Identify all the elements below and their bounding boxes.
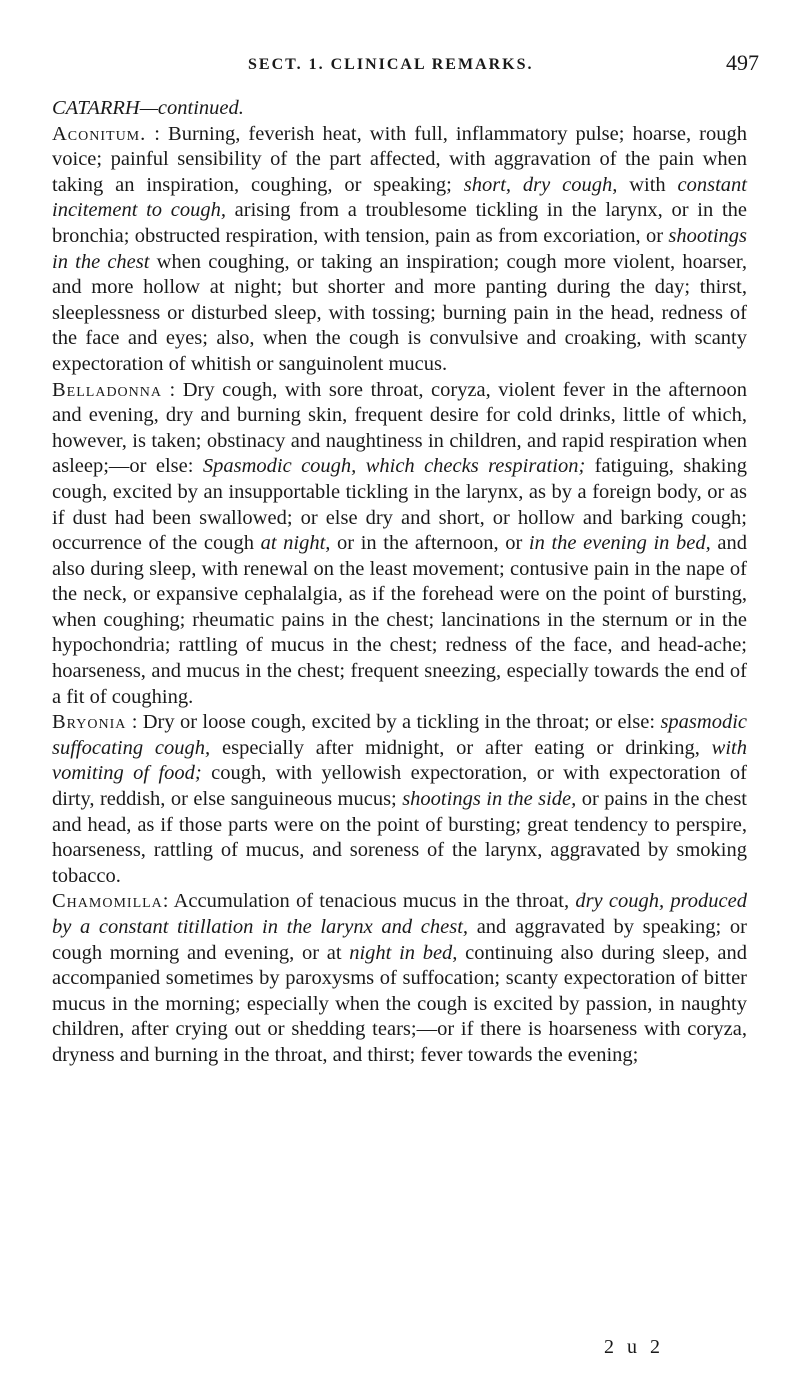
running-head: SECT. 1. CLINICAL REMARKS. — [248, 56, 534, 73]
signature-mark: 2 u 2 — [604, 1336, 664, 1358]
entry-text: continuing also during sleep, and accompanied sometimes by paroxysms of suffocation; scanty expectoration of bitter mucus in the morning; especially when the cough is excited by passion, in naughty children, after crying out or shedding tears;—or if there is hoarseness with coryza, dryness and burning in the throat, and thirst; fever towards the evening; — [52, 941, 747, 1066]
entry-text: : Dry or loose cough, excited by a tickling in the throat; or else: — [126, 711, 661, 734]
section-continued: —continued. — [139, 97, 244, 119]
entry-text: and also during sleep, with renewal on the least movement; contusive pain in the nape of the neck, or expansive cephalalgia, as if the forehead were on the point of bursting, when coughing; rheumatic pains in the chest; lancinations in the sternum or in the hypochondria; rattling of mucus in the chest; redness of the face, and head-ache; hoarseness, and mucus in the chest; frequent sneezing, especially towards the end of a fit of coughing. — [52, 532, 747, 708]
entry-text: especially after midnight, or after eating or drinking, — [210, 736, 712, 759]
entry-emphasis: shootings in the chest — [52, 224, 747, 273]
entry-text: : Dry cough, with sore throat, coryza, violent fever in the afternoon and evening, dry and burning skin, frequent desire for cold drinks, little of which, however, is taken; obstinacy and naughtiness in children, and rapid respiration when asleep;—or else: — [52, 378, 747, 478]
section-title: CATARRH — [52, 97, 140, 119]
entry-text: or pains in the chest and head, as if those parts were on the point of bursting; great tendency to perspire, hoarseness, rattling of mucus, and soreness of the larynx, aggravated by smoking tobacco. — [52, 788, 748, 887]
entry-emphasis: constant incitement to cough, — [52, 173, 747, 222]
entry-emphasis: dry cough, produced by a constant titillation in the larynx and chest, — [52, 890, 747, 938]
entry-emphasis: shootings in the side, — [402, 788, 577, 811]
entry-text: when coughing, or taking an inspiration; cough more violent, hoarser, and more hollow at night; but shorter and more panting during the day; thirst, sleeplessness or disturbed sleep, with tossing; burning pain in the head, redness of the face and eyes; also, when the cough is convulsive and croaking, with scanty expectoration of whitish or sanguinolent mucus. — [52, 250, 747, 375]
entry-emphasis: at night, — [260, 532, 331, 555]
section-heading — [52, 96, 747, 122]
entry-emphasis: in the evening in bed, — [528, 532, 711, 555]
entry-text: with — [617, 173, 678, 196]
remedy-entry-belladonna — [52, 378, 747, 711]
page-number: 497 — [726, 50, 759, 75]
entry-text: and aggravated by speaking; or cough morning and evening, or at — [52, 916, 747, 964]
remedy-name: Bryonia — [52, 711, 127, 734]
remedy-entry-chamomilla — [52, 889, 747, 1068]
remedy-name: Chamomilla — [52, 890, 163, 913]
body-text — [52, 96, 747, 1069]
entry-emphasis: with vomiting of food; — [52, 736, 747, 785]
remedy-name: Belladonna — [52, 378, 162, 401]
entry-emphasis: short, dry cough, — [463, 173, 618, 196]
entry-text: fatiguing, shaking cough, excited by an insupportable tickling in the larynx, as by a foreign body, or as if dust had been swallowed; or else dry and short, or hollow and barking cough; occurrence of the cough — [52, 455, 747, 555]
entry-text: : Accumulation of tenacious mucus in the throat, — [162, 890, 576, 913]
entry-emphasis: spasmodic suffocating cough, — [52, 711, 747, 759]
entry-text: cough, with yellowish expectoration, or with expectoration of dirty, reddish, or else sanguineous mucus; — [52, 762, 747, 811]
entry-text: arising from a troublesome tickling in the larynx, or in the bronchia; obstructed respiration, with tension, pain as from excoriation, or — [52, 199, 747, 247]
entry-text: : Burning, feverish heat, with full, inflammatory pulse; hoarse, rough voice; painful sensibility of the part affected, with aggravation of the pain when taking an inspiration, coughing, or speaking; — [52, 122, 747, 196]
remedy-entry-aconitum — [52, 122, 747, 378]
remedy-entry-bryonia — [52, 710, 747, 889]
entry-emphasis: Spasmodic cough, which checks respiration; — [202, 455, 586, 478]
entry-emphasis: night in bed, — [349, 941, 458, 964]
entry-text: or in the afternoon, or — [330, 532, 529, 555]
remedy-name: Aconitum. — [52, 122, 147, 145]
